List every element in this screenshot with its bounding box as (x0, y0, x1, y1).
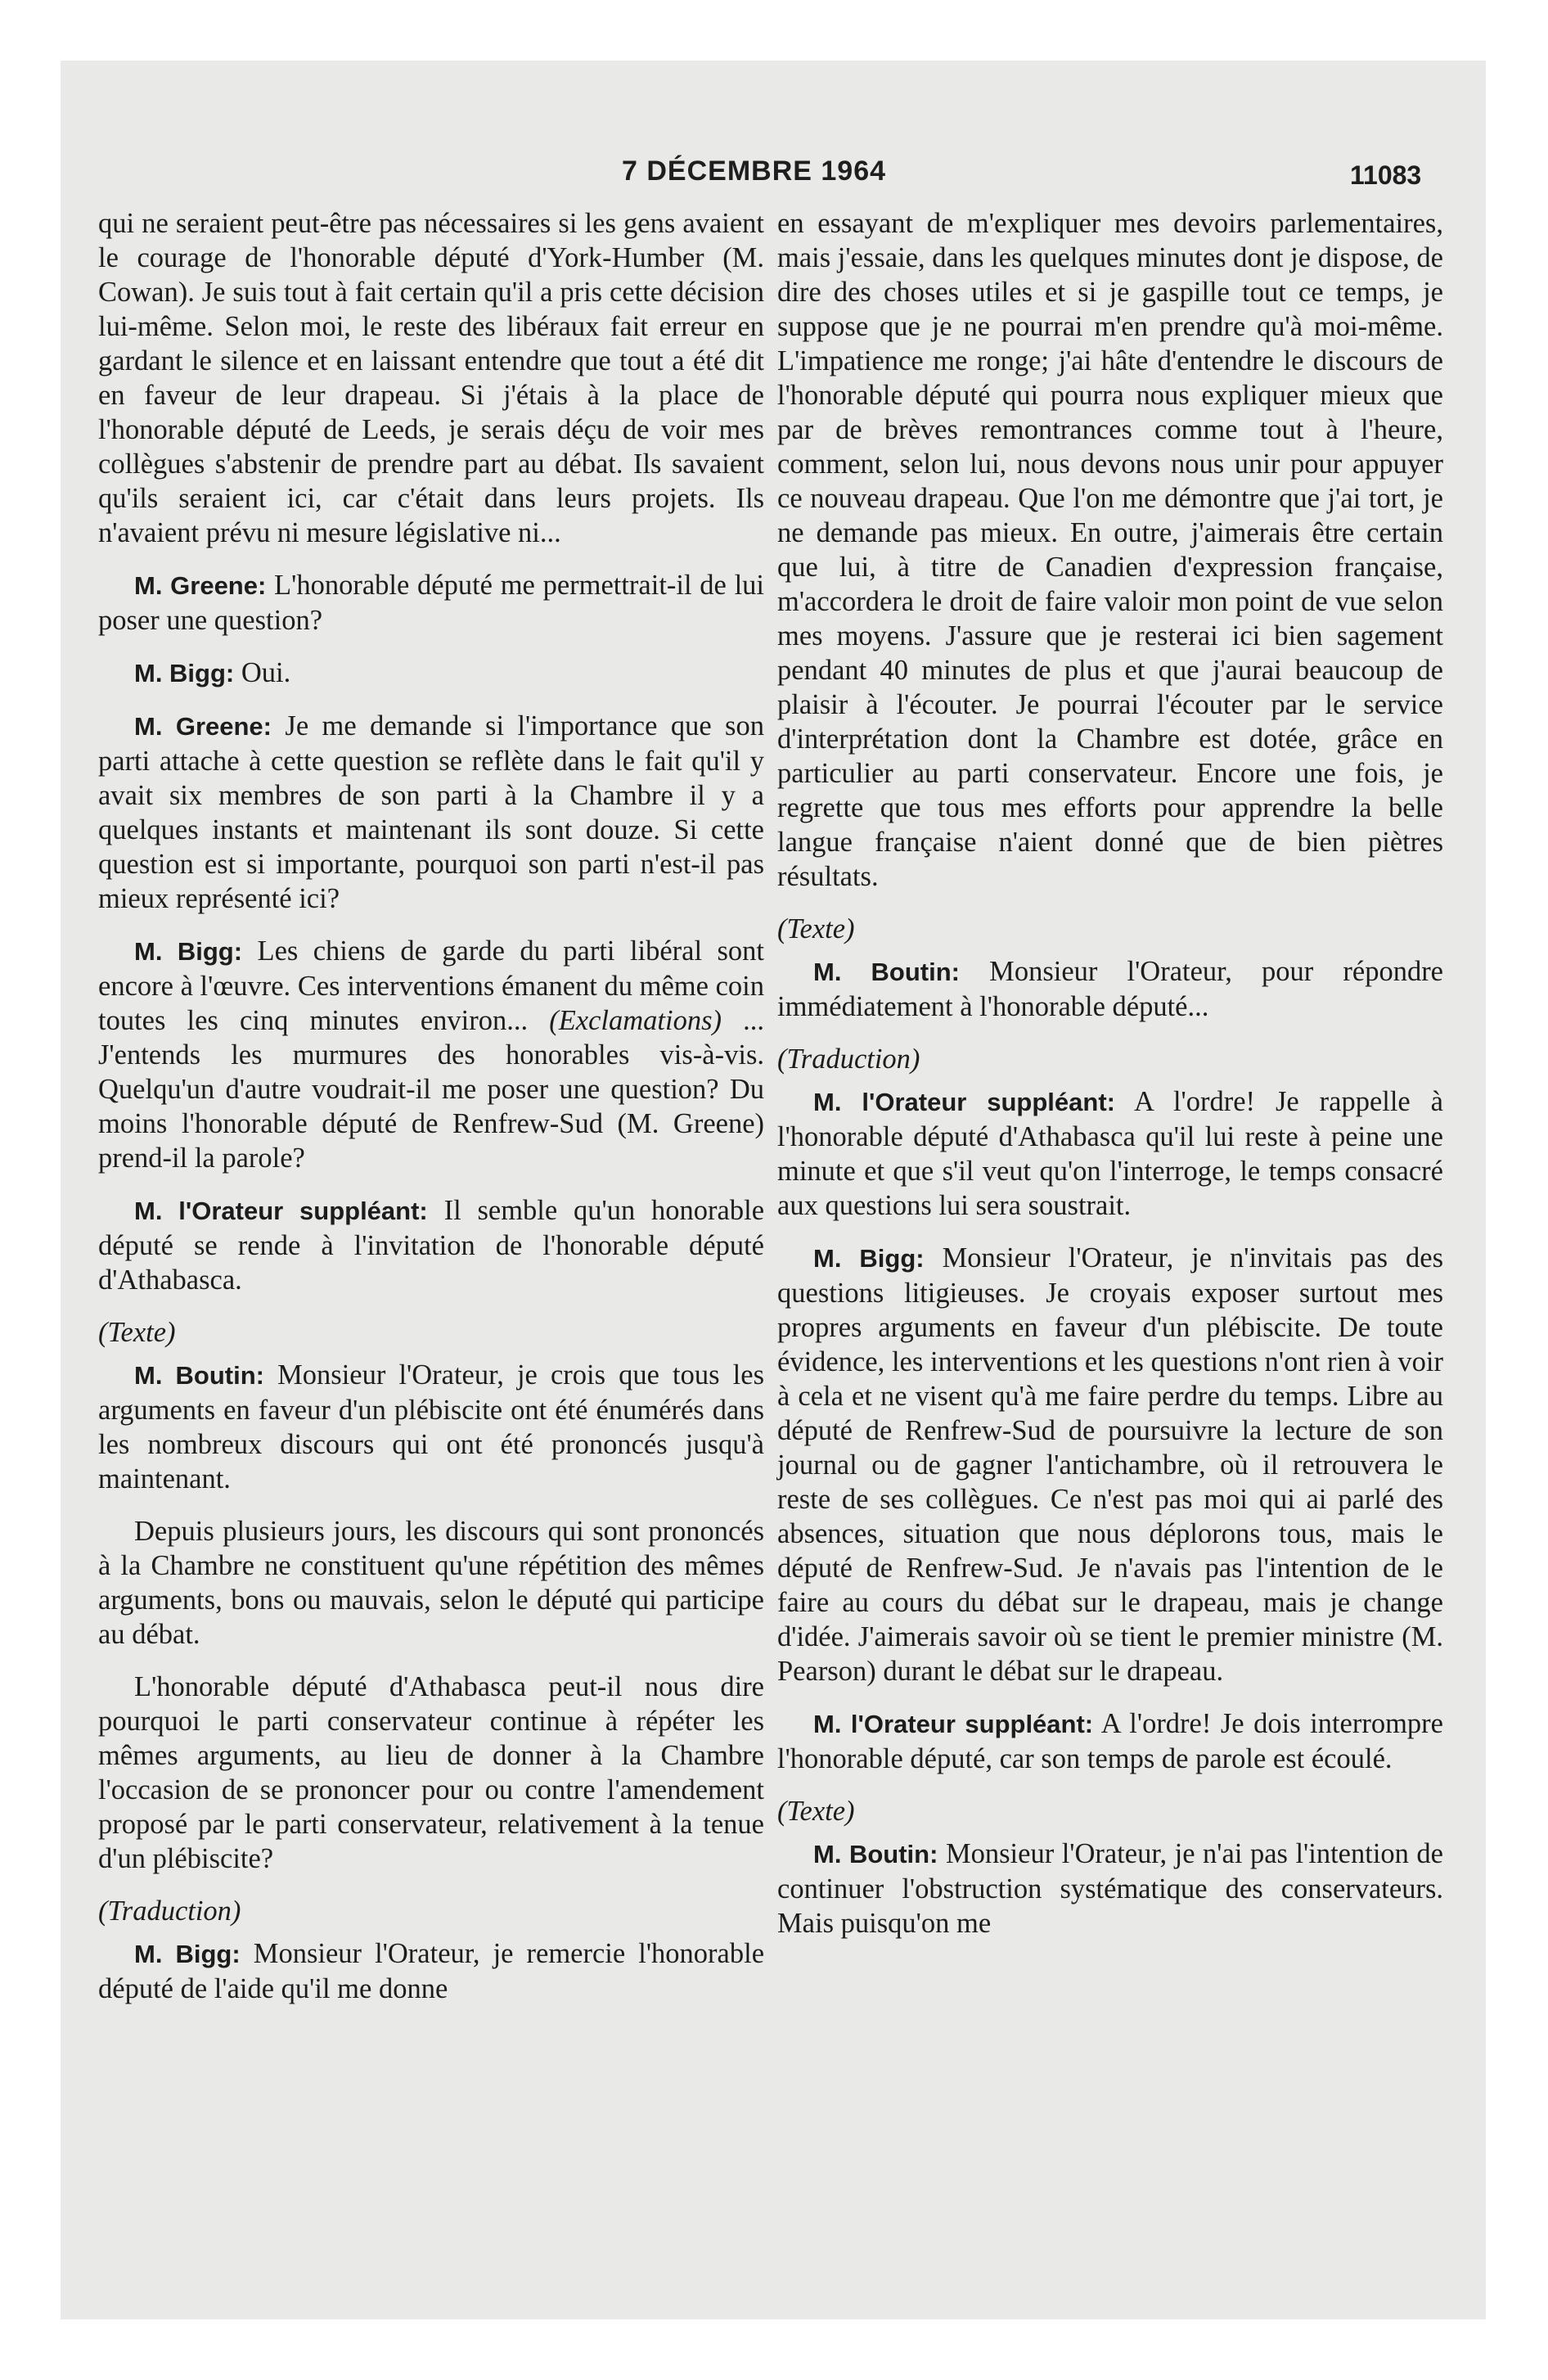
speaker-name: M. Bigg: (813, 1244, 925, 1273)
speech-text: Monsieur l'Orateur, je crois que tous les arguments en faveur d'un plébiscite ont été énumérés dans les nombreux discours qui ont été prononcés jusqu'à maintenant. (98, 1359, 764, 1494)
speaker-name: M. Boutin: (813, 1840, 938, 1868)
paragraph: qui ne seraient peut-être pas nécessaires si les gens avaient le courage de l'honorable député d'York-Humber (M. Cowan). Je suis tout à fait certain qu'il a pris cette décision lui-même. Selon moi, le reste des libéraux fait erreur en gardant le silence et en laissant entendre que tout a été dit en faveur de leur drapeau. Si j'étais à la place de l'honorable député de Leeds, je serais déçu de voir mes collègues s'abstenir de prendre part au débat. Ils savaient qu'ils seraient ici, car c'était dans leurs projets. Ils n'avaient prévu ni mesure législative ni... (98, 208, 764, 548)
speaker-name: M. Greene: (134, 571, 267, 600)
paragraph: L'honorable député d'Athabasca peut-il nous dire pourquoi le parti conservateur continue à répéter les mêmes arguments, au lieu de donner à la Chambre l'occasion de se prononcer pour ou contre l'amendement proposé par le parti conservateur, relativement à la tenue d'un plébiscite? (98, 1671, 764, 1874)
language-tag: (Texte) (777, 913, 855, 944)
page-date: 7 DÉCEMBRE 1964 (622, 156, 887, 187)
speaker-name: M. Bigg: (134, 937, 243, 966)
speaker-name: M. Boutin: (134, 1361, 264, 1390)
speaker-name: M. Bigg: (134, 1940, 241, 1968)
language-tag: (Traduction) (98, 1895, 241, 1927)
paragraph: Depuis plusieurs jours, les discours qui sont prononcés à la Chambre ne constituent qu'une répétition des mêmes arguments, bons ou mauvais, selon le député qui participe au débat. (98, 1516, 764, 1650)
speech-text: Les chiens de garde du parti libéral sont encore à l'œuvre. Ces interventions émanent du même coin toutes les cinq minutes environ... (98, 935, 765, 1036)
speech-paragraph (777, 1084, 1443, 1223)
speech-text: A l'ordre! Je dois interrompre l'honorable député, car son temps de parole est écoulé. (777, 1708, 1443, 1774)
stage-direction: (Exclamations) (549, 1005, 722, 1036)
speaker-name: M. l'Orateur suppléant: (813, 1088, 1115, 1116)
language-tag: (Texte) (98, 1317, 176, 1348)
speech-paragraph (98, 709, 764, 916)
speech-paragraph (777, 1241, 1443, 1688)
speech-text: Il semble qu'un honorable député se rende à l'invitation de l'honorable député d'Athabasca. (98, 1195, 765, 1296)
speech-paragraph (98, 656, 764, 691)
speech-text: Monsieur l'Orateur, pour répondre immédiatement à l'honorable député... (777, 956, 1443, 1022)
speech-text: Oui. (241, 657, 291, 688)
speech-paragraph (98, 568, 764, 638)
speech-text: Monsieur l'Orateur, je remercie l'honorable député de l'aide qu'il me donne (98, 1938, 765, 2004)
language-tag: (Traduction) (777, 1044, 920, 1075)
speech-paragraph (98, 1193, 764, 1297)
speech-text: L'honorable député me permettrait-il de lui poser une question? (98, 570, 764, 636)
speech-text: Je me demande si l'importance que son parti attache à cette question se reflète dans le fait qu'il y avait six membres de son parti à la Chambre il y a quelques instants et maintenant ils sont douze. Si cette question est si importante, pourquoi son parti n'est-il pas mieux représenté ici? (98, 710, 764, 914)
speech-paragraph (98, 1358, 764, 1496)
paragraph: en essayant de m'expliquer mes devoirs parlementaires, mais j'essaie, dans les quelques minutes dont je dispose, de dire des choses utiles et si je gaspille tout ce temps, je suppose que je ne pourrai m'en prendre qu'à moi-même. L'impatience me ronge; j'ai hâte d'entendre le discours de l'honorable député qui pourra nous expliquer mieux que par de brèves remontrances comme tout à l'heure, comment, selon lui, nous devons nous unir pour appuyer ce nouveau drapeau. Que l'on me démontre que j'ai tort, je ne demande pas mieux. En outre, j'aimerais être certain que lui, à titre de Canadien d'expression française, m'accordera le droit de faire valoir mon point de vue selon mes moyens. J'assure que je resterai ici bien sagement pendant 40 minutes de plus et que j'aurai beaucoup de plaisir à l'écouter. Je pourrai l'écouter par le service d'interprétation dont la Chambre est dotée, grâce en particulier au parti conservateur. Encore une fois, je regrette que tous mes efforts pour apprendre la belle langue française n'aient donné que de bien piètres résultats. (777, 208, 1443, 892)
speech-paragraph (98, 934, 764, 1175)
speaker-name: M. l'Orateur suppléant: (813, 1710, 1094, 1738)
page-number: 11083 (1350, 160, 1422, 190)
speech-text: Monsieur l'Orateur, je n'invitais pas des questions litigieuses. Je croyais exposer surtout mes propres arguments en faveur d'un plébiscite. De toute évidence, les interventions et les questions n'ont rien à voir à cela et ne visent qu'à me faire perdre du temps. Libre au député de Renfrew-Sud de poursuivre la lecture de son journal ou de gagner l'antichambre, où il retrouvera le reste de ses collègues. Ce n'est pas moi qui ai parlé des absences, situation que nous déplorons tous, mais le député de Renfrew-Sud. Je n'avais pas l'intention de le faire au cours du débat sur le drapeau, mais je change d'idée. J'aimerais savoir où se tient le premier ministre (M. Pearson) durant le débat sur le drapeau. (777, 1242, 1444, 1687)
speech-paragraph (777, 954, 1443, 1024)
speaker-name: M. Boutin: (813, 958, 961, 986)
speaker-name: M. Bigg: (134, 659, 235, 687)
speaker-name: M. l'Orateur suppléant: (134, 1197, 428, 1225)
left-column (98, 206, 764, 2024)
speech-paragraph (777, 1706, 1443, 1776)
speech-paragraph (98, 1936, 764, 2006)
right-column (777, 206, 1443, 1959)
speaker-name: M. Greene: (134, 712, 272, 741)
speech-text: Monsieur l'Orateur, je n'ai pas l'intention de continuer l'obstruction systématique des conservateurs. Mais puisqu'on me (777, 1838, 1443, 1939)
speech-paragraph (777, 1837, 1443, 1941)
language-tag: (Texte) (777, 1796, 855, 1827)
speech-text: ... J'entends les murmures des honorables vis-à-vis. Quelqu'un d'autre voudrait-il me poser une question? Du moins l'honorable député de Renfrew-Sud (M. Greene) prend-il la parole? (98, 1005, 765, 1174)
speech-text: A l'ordre! Je rappelle à l'honorable député d'Athabasca qu'il lui reste à peine une minute et que s'il veut qu'on l'interroge, le temps consacré aux questions lui sera soustrait. (777, 1086, 1443, 1221)
